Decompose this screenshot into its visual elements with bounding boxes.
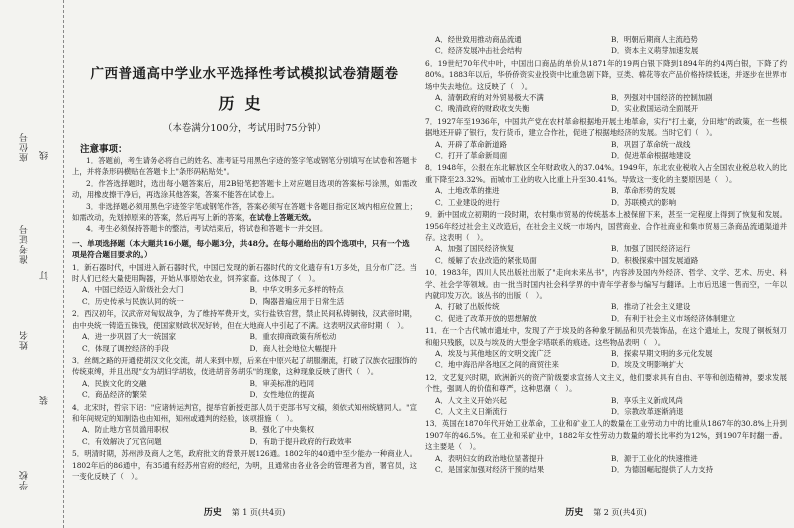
- option: B．强化了中央集权: [249, 425, 315, 435]
- question-options: [72, 284, 417, 307]
- option: B．重农抑商政策有所松动: [249, 332, 337, 342]
- option: C．促进了改革开放的思想解放: [435, 313, 537, 323]
- exam-title: 广西普通高中学业水平选择性考试模拟试卷猜题卷: [90, 66, 399, 82]
- question-options: [425, 139, 787, 162]
- option: D．埃及文明影响扩大: [611, 360, 684, 370]
- notice-item: 1．答题前，考生请务必将自己的姓名、准考证号用黑色字迹的签字笔或钢笔分别填写在试卷和答题卡上，并将条形码横贴在答题卡上"条形码粘贴处"。: [72, 156, 417, 177]
- option: A．民族文化的交融: [82, 378, 147, 388]
- option: D．女性地位的提高: [249, 390, 315, 400]
- option: A．开辟了革命新道路: [435, 139, 507, 149]
- option: D．有利于社会主义市场经济体制建立: [611, 313, 736, 323]
- question-options: [425, 92, 787, 115]
- binding-order-mark: 订: [40, 270, 50, 280]
- question-stem: 10．1983年，四川人民出版社出版了"走向未来丛书"，内容涉及国内外经济、哲学、文学、艺术、历史、科学、社会学等领域。由一批当时国内社会科学界的中青年学者参与编写与翻译。上市后迅速一售而空，一年以内就印发万次。该丛书的出版（ ）。: [425, 268, 787, 300]
- notice-emphasis: 在试卷上答题无效。: [249, 213, 316, 223]
- option: B．源于工业化的快速推进: [611, 453, 698, 463]
- option: D．宗教改革逐渐消退: [611, 407, 684, 416]
- option: D．积极探索中国发展道路: [611, 255, 699, 265]
- option: B．中华文明多元多样的特点: [249, 285, 344, 295]
- binding-line-mark: 线: [40, 150, 50, 160]
- option: B．探索早期文明的多元化发展: [611, 348, 713, 358]
- option: A．土地改革的推进: [435, 186, 500, 196]
- question-options: [425, 243, 787, 266]
- option: B．加强了国民经济运行: [611, 244, 691, 254]
- question-options: [72, 424, 417, 447]
- option: A．中国已经迈入阶级社会大门: [82, 285, 184, 295]
- notice-item: 3．非选择题必须用黑色字迹签字笔或钢笔作答，答案必须写在答题卡各题目指定区域内相应位置上；如需改动，先划掉原来的答案，然后再写上新的答案，在试卷上答题无效。: [72, 201, 417, 223]
- page-two: [425, 0, 787, 528]
- question-stem: 11．在一个古代城市遗址中，发现了产于埃及的各种象牙制品和贝壳装饰品，在这个遗址上，发现了铜板刻刀和船只残骸，以及与埃及的大型金字塔联系的痕迹。这些物品表明（ ）。: [425, 326, 787, 347]
- option: D．为德国崛起提供了人力支持: [611, 465, 714, 475]
- question-options: [72, 378, 417, 401]
- question-options: [425, 34, 787, 57]
- option: C．人文主义日渐流行: [435, 407, 508, 416]
- option: B．推动了社会主义建设: [611, 302, 691, 312]
- question-stem: 1．新石器时代，中国进入新石器时代，中国已发现的新石器时代的文化遗存有1万多处，且分布广泛。当时人们已经大量使用陶器，开始从事原始农业，饲养家畜。这体现了（ ）。: [72, 262, 417, 284]
- option: C．打开了革命新局面: [435, 151, 508, 161]
- question-stem: 4．北宋时，哲宗下诏："应诸转运判官，提举官新授吏部人员于吏部书写文稿，须依式知州统辖同人。"宣和年间规定的知制诰也由知州，知州或通判的经验，该项措施（ ）。: [72, 402, 417, 423]
- question-stem: 9．新中国成立初期的一段时期，农村集市贸易的传统基本上被保留下来，甚至一定程度上得到了恢复和发展。1956年经过社会主义改造后，在社会主义统一市场内，国营商业、合作社商业和集市贸易三条商品流通渠道并存。这表明（ ）。: [425, 210, 787, 242]
- option: D．苏联模式的影响: [611, 197, 677, 207]
- page-footer: [425, 503, 787, 518]
- binding-margin: [0, 0, 64, 528]
- option: C．地中海沿岸各地区之间的商贸往来: [435, 360, 559, 370]
- option: C．有效解决了冗官问题: [82, 436, 162, 446]
- option: B．革命形势的发展: [611, 186, 676, 196]
- notice-item: 2．作答选择题时，选出每小题答案后，用2B铅笔把答题卡上对应题目选项的答案标号涂黑，如需改动，用橡皮擦干净后，再选涂其他答案，答案不能答在试卷上。: [72, 178, 417, 200]
- option: C．经济发展冲击社会结构: [435, 46, 522, 56]
- question-stem: 5．明清时期，苏州涉及商人之笔，政府批文的背景开展126通。1802年的40通中至少能办一种商业人。1802年后的86通中，有35通有经苏州官府的经纪，为明，且通常由各业各会的管理者为首，署官员，这一变化反映了（ ）。: [72, 449, 417, 481]
- section-heading: 一、单项选择题（本大题共16小题，每小题3分，共48分。在每小题给出的四个选项中，只有一个选项是符合题目要求的。）: [72, 238, 410, 260]
- question-stem: 7．1927年至1936年，中国共产党在农村革命根据地开展土地革命，实行"打土豪，分田地"的政策，在一些根据地还开辟了银行，发行货币，建立合作社，促进了根据地经济的发展。当时它们（ ）。: [425, 116, 787, 138]
- question-options: [425, 348, 787, 371]
- option: A．经世致用推动商品流通: [435, 35, 522, 44]
- option: D．陶器普遍应用于日常生活: [249, 296, 345, 306]
- question-stem: 8．1948年，公报在东北解放区全年财政收入的37.04%。1949年，东北农业税收入占全国农业税总收入的比重下降至23.32%。而城市工业的收入比重上升至30.41%。导致这一变化的主要原因是（ ）。: [425, 163, 787, 184]
- question-stem: 3．丝绸之路的开通使胡汉文化交流，胡人来到中原，后来在中原兴起了胡服潮流，打破了汉族衣冠服饰的传统束缚，并且出现"女为胡妇学胡妆，伎进胡音务胡乐"的现象，这种现象反映了唐代（ ）。: [72, 355, 417, 377]
- option: B．审美标准的趋同: [249, 378, 315, 388]
- seat-label: 座位号: [20, 132, 30, 162]
- option: D．商人社会地位大幅提升: [249, 343, 337, 353]
- question-stem: 13．英国在1870年代开始工业革命，工业和矿业工人的数量在工业劳动力中的比重从1867年的30.8%上升到1907年的46.5%。在工业和采矿业中，1882年女性劳动力数量的增长比率约为12%，到1907年时翻一番。这主要是（ ）。: [425, 419, 787, 452]
- option: C．是国家加强对经济干预的结果: [435, 465, 545, 475]
- option: C．晚清政府的财政收支失衡: [435, 104, 530, 114]
- exam-number-label: 准考证号: [20, 224, 30, 264]
- option: A．人文主义开始兴起: [435, 395, 507, 405]
- footer-page-number: 第 1 页(共4页): [231, 508, 286, 517]
- footer-page-number: 第 2 页(共4页): [593, 508, 647, 517]
- option: B．列强对中国经济的控制加剧: [611, 93, 713, 103]
- question-stem: 2．西汉初年，汉武帝对匈奴战争，为了维持军费开支，实行盐铁官营，禁止民间私铸铜钱，汉武帝时期，由中央统一铸造五铢钱，使国家财政状况好转，但在大地商人中引起了不满。这表明汉武帝时期（ ）。: [72, 309, 417, 330]
- option: B．享乐主义新成风尚: [611, 395, 683, 405]
- school-label: 学校: [20, 470, 30, 490]
- score-note: （本卷满分100分，考试用时75分钟）: [162, 123, 327, 134]
- page-one: [72, 0, 417, 528]
- question-stem: 6．19世纪70年代中叶，中国出口商品的单价从1871年的19两白银下降到1894年的约4两白银，下降了约80%。1883年以后，华侨侨资实业投资中比重急剧下降，豆类、棉花等农产品价格持续低迷，并逐步在世界市场中失去地位。这反映了（ ）。: [425, 58, 787, 91]
- option: A．进一步巩固了大一统国家: [82, 332, 177, 342]
- page-footer: [72, 505, 417, 518]
- question-options: [425, 185, 787, 208]
- question-stem: 12．文艺复兴时期，欧洲新兴的资产阶级要求宣扬人文主义，他们要求具有自由、平等和创造精神，要求发展个性，强调人的价值和尊严，这种思潮（ ）。: [425, 372, 787, 394]
- subject-heading: 历史: [218, 94, 271, 113]
- option: D．资本主义萌芽加速发展: [611, 46, 699, 56]
- footer-subject: 历史: [565, 508, 584, 518]
- option: A．埃及与其他地区的文明交流广泛: [435, 348, 552, 358]
- question-options: [425, 453, 787, 476]
- option: C．商品经济的繁荣: [82, 390, 147, 400]
- option: B．明朝后期商人主流趋势: [611, 35, 698, 44]
- option: D．促进革命根据地建设: [611, 151, 691, 161]
- option: A．防止地方官员滥用职权: [82, 425, 169, 435]
- name-label: 姓名: [20, 330, 30, 350]
- footer-subject: 历史: [203, 508, 222, 518]
- notice-heading: 注意事项：: [80, 144, 128, 155]
- option: A．打破了出版传统: [435, 302, 500, 312]
- question-options: [425, 395, 787, 418]
- question-options: [72, 331, 417, 354]
- option: C．工业建设的进行: [435, 197, 500, 207]
- option: D．有助于提升政府的行政效率: [249, 436, 352, 446]
- option: B．巩固了革命统一战线: [611, 139, 691, 149]
- option: D．实业救国运动全面展开: [611, 104, 699, 114]
- option: C．体现了调控经济的手段: [82, 343, 169, 353]
- option: A．加强了国民经济恢复: [435, 244, 515, 254]
- option: A．表明妇女的政治地位显著提升: [435, 453, 544, 463]
- binding-bind-mark: 装: [40, 395, 50, 405]
- question-options: [425, 301, 787, 324]
- option: C．缓解了农业改造的紧张局面: [435, 255, 537, 265]
- option: C．历史传承与民族认同的统一: [82, 296, 184, 306]
- notice-item: 4．考生必须保持答题卡的整洁，考试结束后，将试卷和答题卡一并交回。: [86, 224, 328, 234]
- option: A．清朝政府的对外贸易极大不满: [435, 93, 544, 103]
